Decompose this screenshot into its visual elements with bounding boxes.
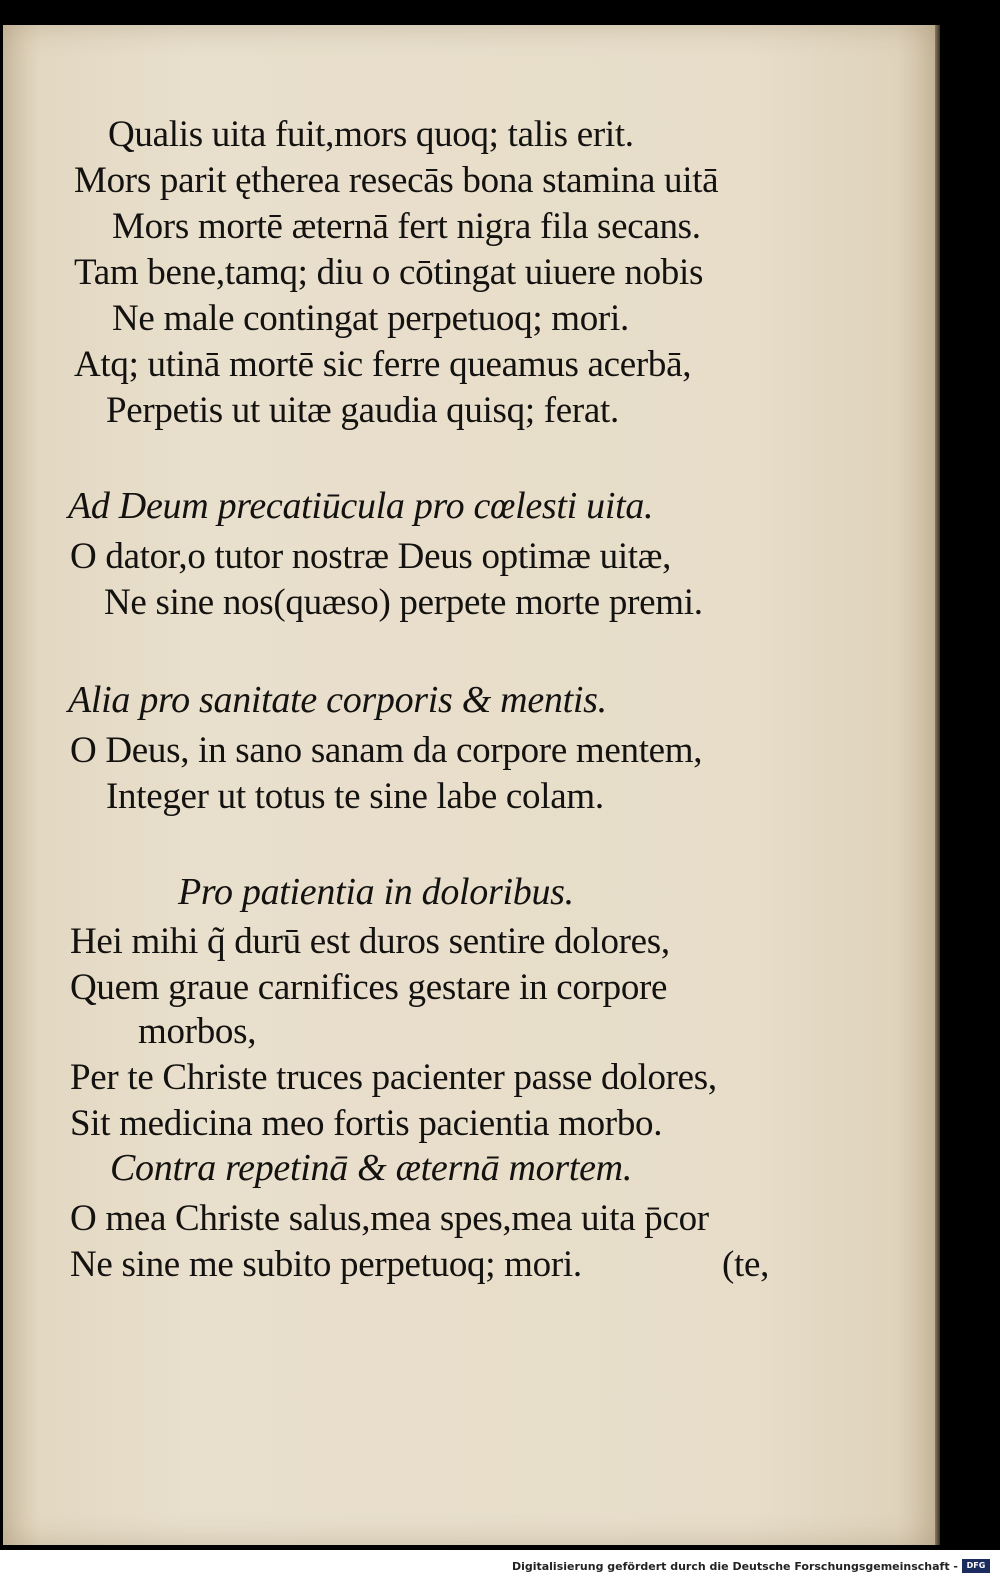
section-heading-3: Pro patientia in doloribus. [178, 871, 574, 913]
section-heading-2: Alia pro sanitate corporis & mentis. [68, 679, 607, 721]
section1-line-2: Ne sine nos(quæso) perpete morte premi. [104, 582, 703, 623]
section1-line-1: O dator,o tutor nostræ Deus optimæ uitæ, [70, 536, 672, 577]
section2-line-1: O Deus, in sano sanam da corpore mentem, [70, 730, 703, 771]
section3-line-4: Per te Christe truces pacienter passe dolores, [70, 1057, 717, 1098]
verse-line-7: Perpetis ut uitæ gaudia quisq; ferat. [106, 390, 619, 431]
section3-line-3: morbos, [138, 1011, 257, 1052]
section2-line-2: Integer ut totus te sine labe colam. [106, 776, 604, 817]
section4-line-2-catch: (te, [722, 1244, 770, 1285]
page-edge [935, 25, 940, 1545]
section4-line-2: Ne sine me subito perpetuoq; mori. [70, 1244, 582, 1285]
footer-credit: Digitalisierung gefördert durch die Deutsche Forschungsgemeinschaft - [511, 1560, 958, 1573]
verse-line-3: Mors mortē æternā fert nigra fila secans. [112, 206, 701, 247]
verse-line-5: Ne male contingat perpetuoq; mori. [112, 298, 629, 339]
section3-line-5: Sit medicina meo fortis pacientia morbo. [70, 1103, 663, 1144]
section3-line-1: Hei mihi q̃ durū est duros sentire dolores, [70, 921, 670, 962]
dfg-logo-icon: DFG [962, 1559, 990, 1573]
footer-bar [0, 1550, 1000, 1585]
section-heading-1: Ad Deum precatiūcula pro cœlesti uita. [68, 485, 654, 527]
section-heading-4: Contra repetinā & æternā mortem. [110, 1147, 633, 1189]
verse-line-1: Qualis uita fuit,mors quoq; talis erit. [108, 114, 634, 155]
section4-line-1: O mea Christe salus,mea spes,mea uita p̄cor [70, 1198, 709, 1239]
verse-line-6: Atq; utinā mortē sic ferre queamus acerbā, [74, 344, 692, 385]
verse-line-2: Mors parit ętherea resecās bona stamina uitā [74, 160, 719, 201]
verse-line-4: Tam bene,tamq; diu o cōtingat uiuere nobis [74, 252, 704, 293]
section3-line-2: Quem graue carnifices gestare in corpore [70, 967, 668, 1008]
